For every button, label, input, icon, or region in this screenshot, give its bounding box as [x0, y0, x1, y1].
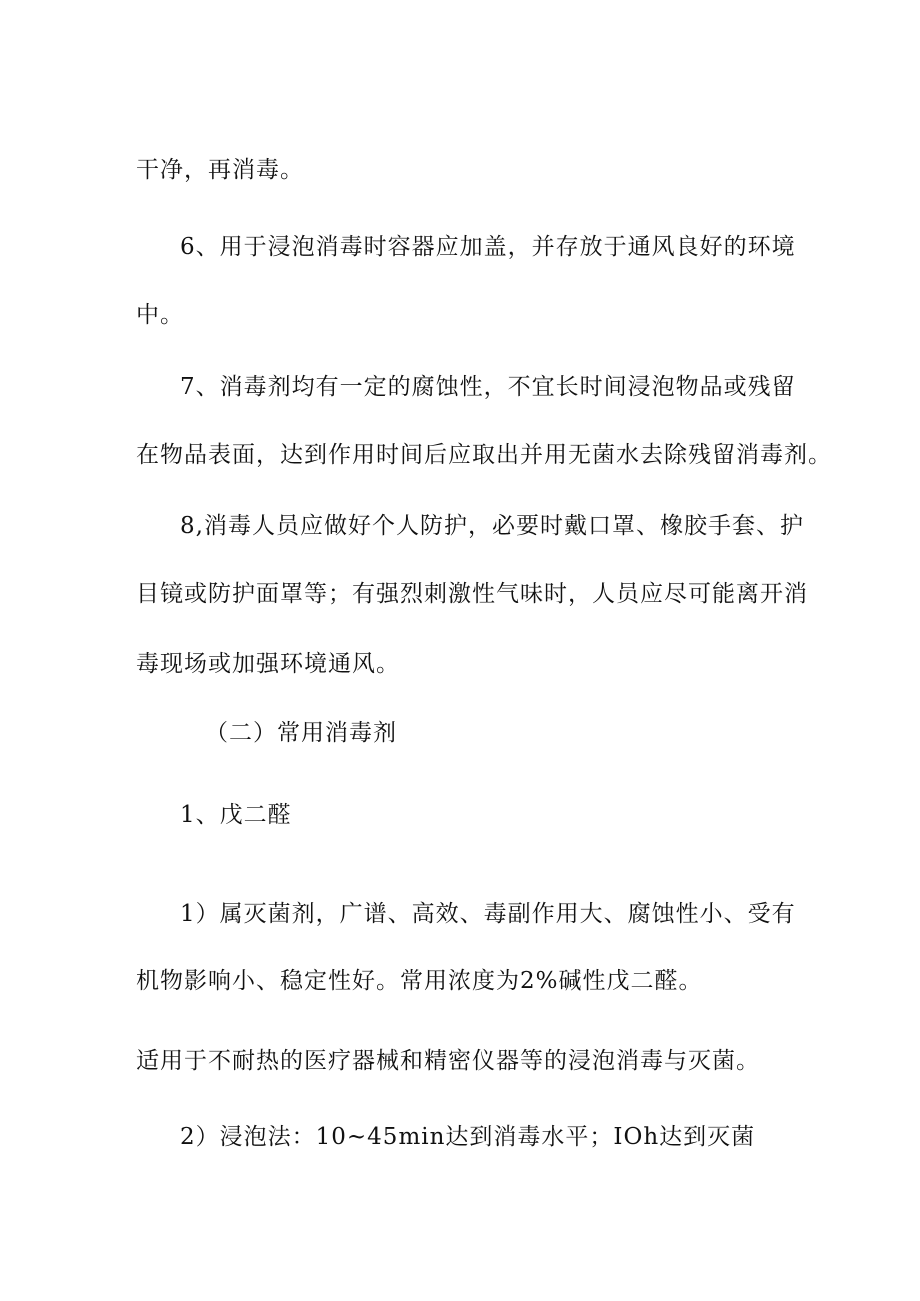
paragraph-line: 中。 — [136, 302, 184, 328]
paragraph-line: 适用于不耐热的医疗器械和精密仪器等的浸泡消毒与灭菌。 — [136, 1048, 760, 1074]
subsection-heading: 1、戊二醛 — [180, 802, 292, 828]
paragraph-line: 毒现场或加强环境通风。 — [136, 651, 400, 677]
paragraph-line: 机物影响小、稳定性好。常用浓度为2%碱性戊二醛。 — [136, 968, 703, 994]
paragraph-line-item-2: 2）浸泡法：10~45min达到消毒水平；IOh达到灭菌 — [180, 1124, 756, 1150]
paragraph-line: 在物品表面，达到作用时间后应取出并用无菌水去除残留消毒剂。 — [136, 442, 832, 468]
section-heading: （二）常用消毒剂 — [205, 720, 397, 746]
paragraph-line: 目镜或防护面罩等；有强烈刺激性气味时，人员应尽可能离开消 — [136, 581, 808, 607]
paragraph-line: 干净，再消毒。 — [136, 157, 304, 183]
paragraph-line-item-7: 7、消毒剂均有一定的腐蚀性，不宜长时间浸泡物品或残留 — [180, 374, 796, 400]
paragraph-line-item-6: 6、用于浸泡消毒时容器应加盖，并存放于通风良好的环境 — [180, 234, 796, 260]
paragraph-line-item-8: 8,消毒人员应做好个人防护，必要时戴口罩、橡胶手套、护 — [180, 513, 804, 539]
paragraph-line-item-1: 1）属灭菌剂，广谱、高效、毒副作用大、腐蚀性小、受有 — [180, 901, 796, 927]
